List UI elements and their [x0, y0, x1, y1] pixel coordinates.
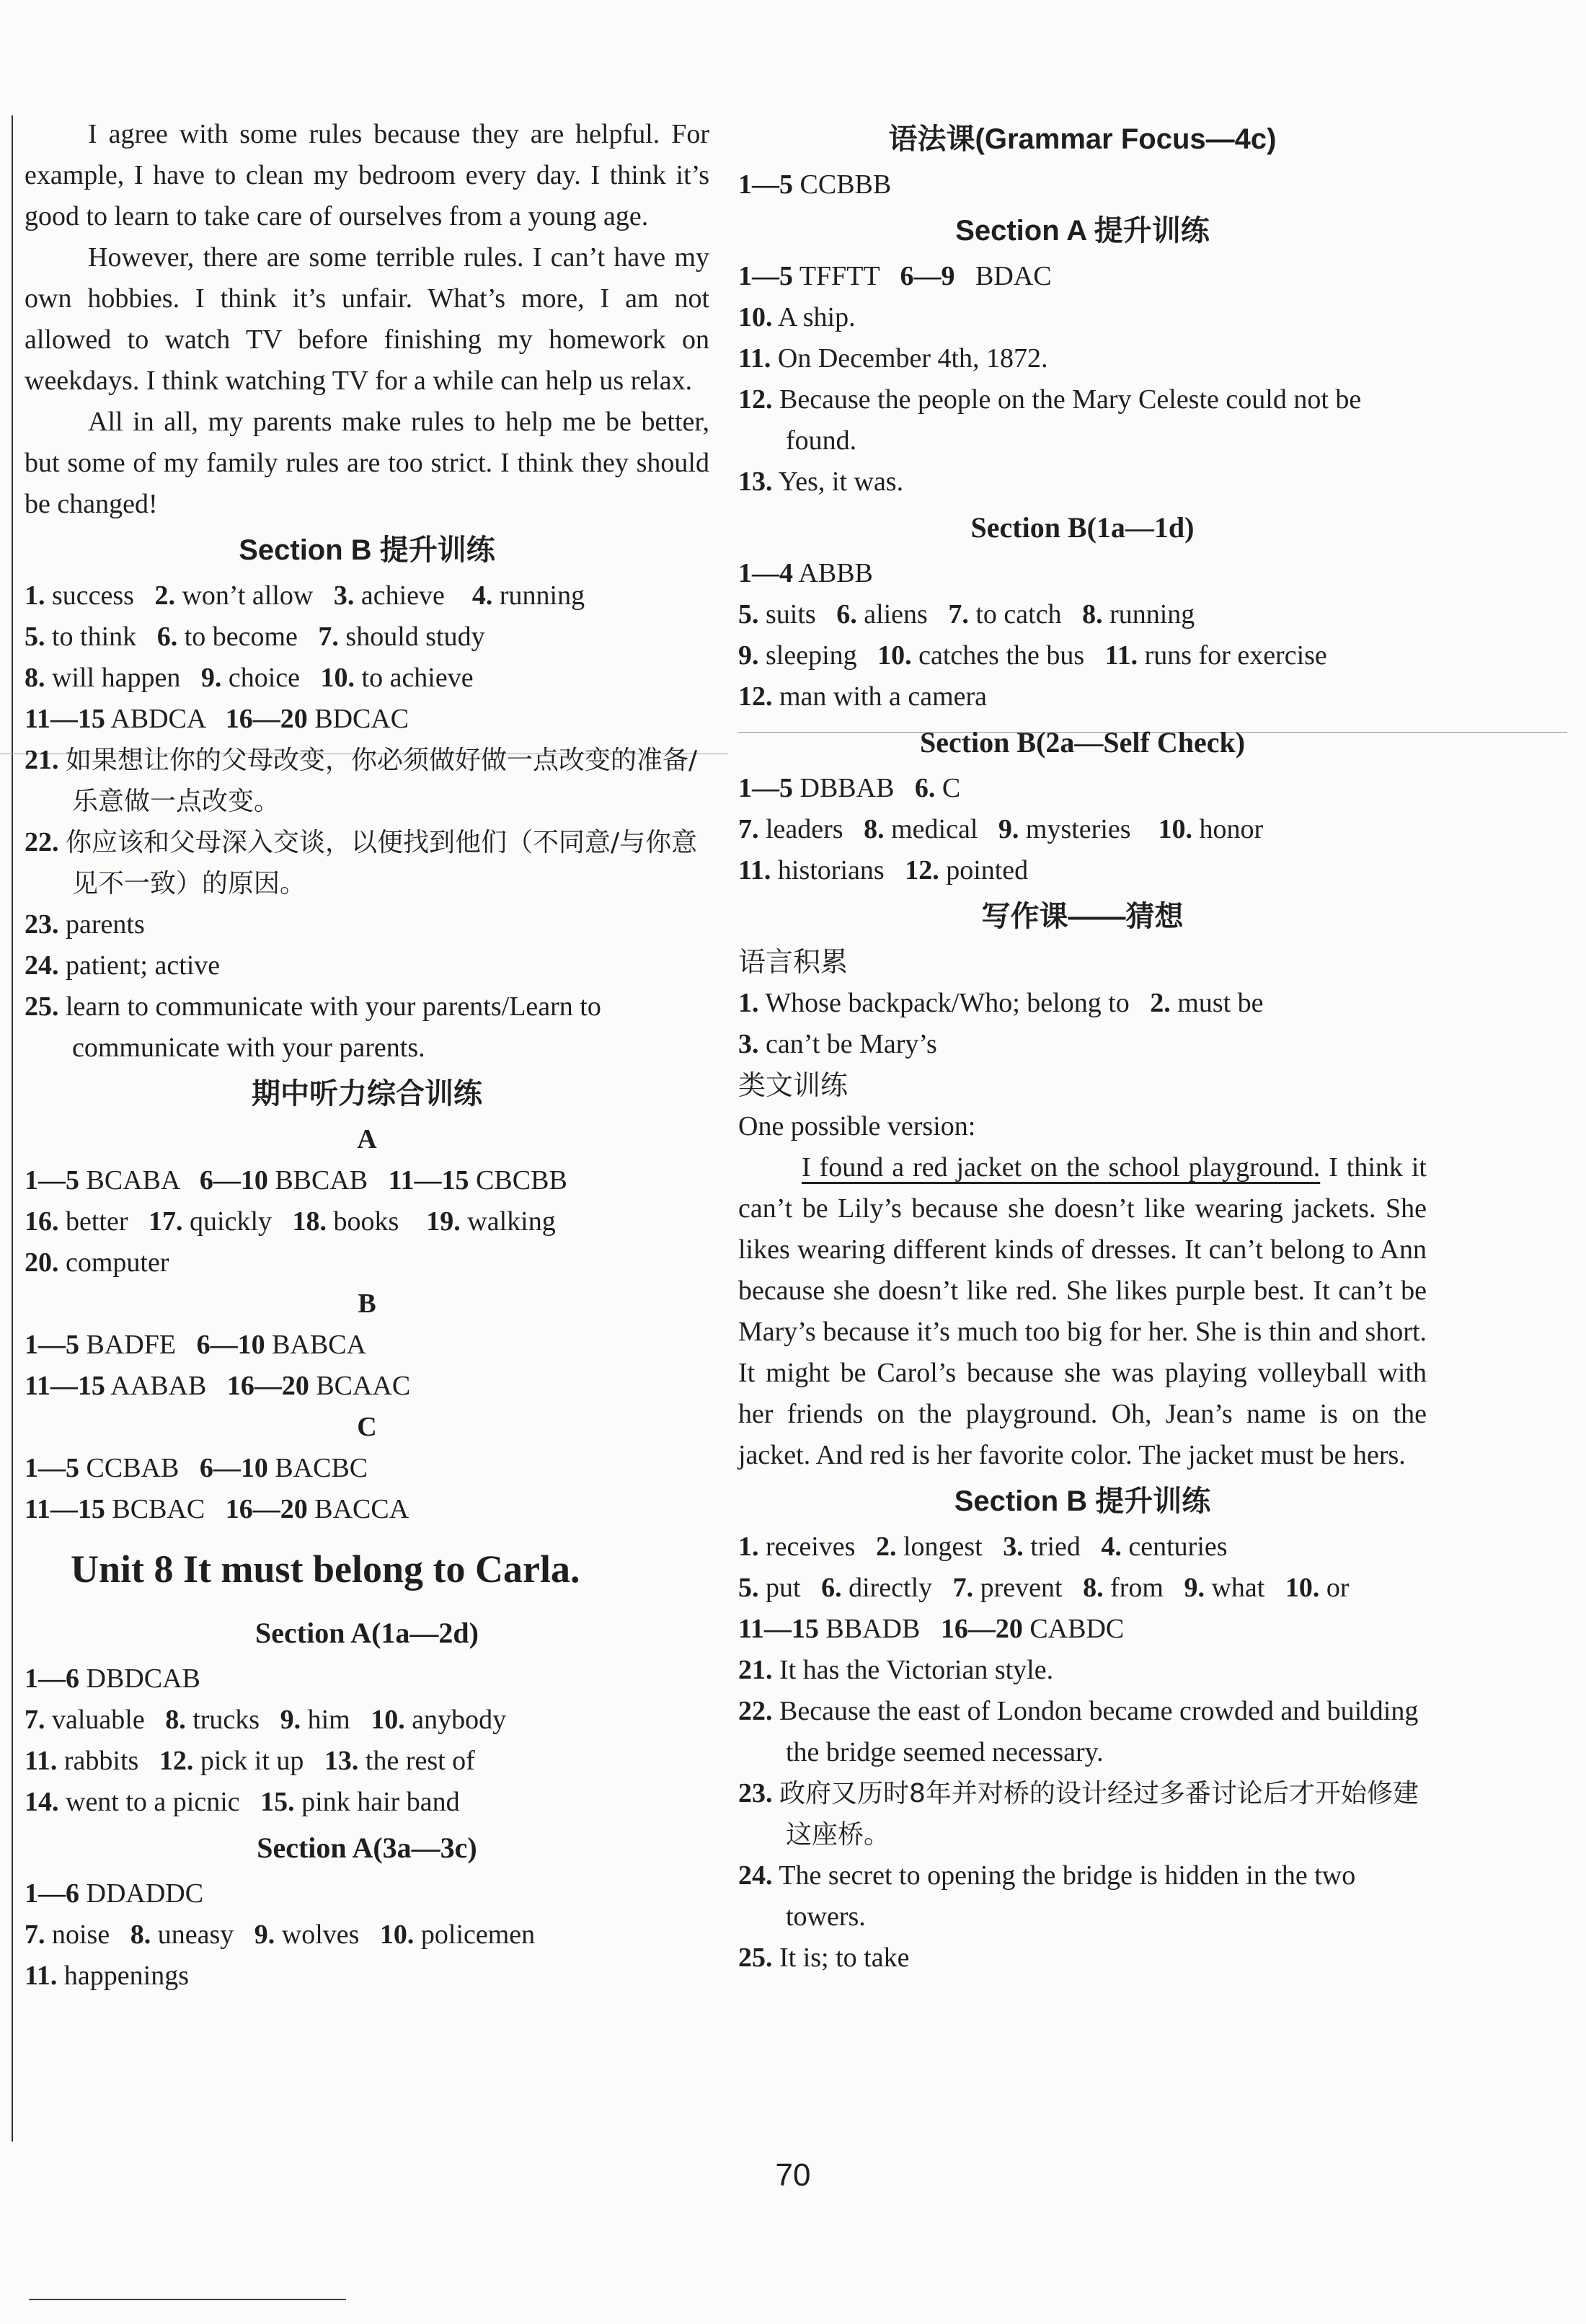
model-essay-body: I think it can’t be Lily’s because she doesn’t like wearing jackets. She likes wearing different kinds of dresses. It can’t belong to Ann because she doesn’t like red. She likes purple best. It can’t be Mary’s because it’s much too big for her. She is thin and short. It might be Carol’s because she was playing volleyball with her friends on the playground. Oh, Jean’s name is on the jacket. And red is her favorite color. The jacket must be hers. [738, 1152, 1427, 1470]
answer-text: will happen [45, 663, 201, 693]
answer-number: 16—20 [225, 1494, 308, 1524]
answer-number: 2. [875, 1532, 897, 1562]
answer-number: 7. [948, 599, 969, 629]
answer-number: 11—15 [738, 1614, 819, 1644]
answer-text: DDADDC [79, 1878, 204, 1909]
answer-text: aliens [856, 599, 949, 629]
answer-24: 24. patient; active [25, 950, 221, 981]
answer-number: 9. [998, 814, 1019, 844]
footer-rule [29, 2299, 346, 2300]
answer-24: 24. The secret to opening the bridge is hidden in the two towers. [738, 1860, 1356, 1932]
section-a-practice-title: Section A 提升训练 [955, 215, 1210, 247]
answer-text: mysteries [1019, 814, 1159, 844]
answer-number: 9. [200, 663, 222, 693]
answer-number: 8. [864, 814, 885, 844]
answer-number: 12. [159, 1746, 194, 1776]
answer-number: 16—20 [940, 1614, 1023, 1644]
answer-number: 10. [371, 1705, 405, 1735]
answer-text: or [1319, 1573, 1350, 1603]
answer-number: 7. [952, 1573, 974, 1603]
answer-text: to think [45, 622, 157, 652]
answer-number: 4. [471, 580, 493, 611]
answer-line [738, 983, 1427, 1024]
answer-line [25, 1489, 709, 1530]
left-margin-rule [12, 115, 13, 2142]
answer-text: BCABA [79, 1165, 200, 1196]
answer-number: 8. [130, 1919, 151, 1950]
answer-text: CCBAB [79, 1453, 200, 1483]
answer-line [738, 594, 1427, 635]
answer-text: running [1102, 599, 1195, 629]
answer-line [738, 164, 1427, 206]
answer-number: 11—15 [25, 704, 105, 734]
answer-text: choice [221, 663, 321, 693]
unit-8-title: Unit 8 It must belong to Carla. [71, 1547, 580, 1591]
answer-number: 17. [149, 1206, 183, 1237]
possible-version-label: One possible version: [738, 1111, 976, 1141]
answer-number: 13. [738, 467, 773, 497]
answer-line [25, 658, 709, 699]
answer-number: 6—9 [900, 261, 955, 291]
answer-number: 12. [738, 681, 773, 712]
answer-text: TFFTT [793, 261, 900, 291]
answer-number: 4. [1101, 1532, 1122, 1562]
answer-text: put [758, 1573, 822, 1603]
answer-text: BADFE [79, 1330, 197, 1360]
answer-text: historians [771, 855, 905, 885]
answer-text: BDAC [954, 261, 1052, 291]
answer-number: 9. [1184, 1573, 1205, 1603]
grammar-focus-title: 语法课(Grammar Focus—4c) [888, 123, 1277, 155]
part-b-label: B [358, 1289, 376, 1319]
answer-text: longest [896, 1532, 1004, 1562]
answer-number: 8. [25, 663, 45, 693]
answer-line [738, 1024, 1427, 1065]
answer-23: 23. parents [25, 909, 145, 940]
answer-text: went to a picnic [58, 1787, 261, 1817]
answer-number: 8. [1083, 1573, 1104, 1603]
answer-text: pick it up [193, 1746, 324, 1776]
answer-line [738, 1568, 1427, 1609]
answer-line [738, 676, 1427, 717]
answer-number: 6. [836, 599, 857, 629]
answer-number: 10. [320, 663, 355, 693]
essay-paragraph-3: All in all, my parents make rules to help me be better, but some of my family rules are too strict. I think they should be changed! [25, 407, 709, 519]
answer-text: C [935, 773, 961, 803]
answer-text: from [1103, 1573, 1184, 1603]
answer-text: CABDC [1022, 1614, 1125, 1644]
answer-number: 11. [738, 855, 771, 885]
midterm-listening-title: 期中听力综合训练 [252, 1078, 482, 1110]
answer-text: can’t be Mary’s [758, 1029, 937, 1059]
answer-number: 6. [914, 773, 936, 803]
answer-text: BACBC [267, 1453, 368, 1483]
answer-text: BCAAC [309, 1371, 411, 1401]
answer-text: policemen [414, 1919, 536, 1950]
answer-line [25, 699, 709, 740]
answer-number: 11. [738, 343, 771, 374]
answer-text: BBCAB [267, 1165, 389, 1196]
answer-25: 25. It is; to take [738, 1943, 910, 1973]
answer-text: receives [758, 1532, 876, 1562]
answer-number: 1—6 [25, 1664, 79, 1694]
answer-text: won’t allow [174, 580, 334, 611]
answer-number: 1—4 [738, 558, 793, 588]
model-essay-first-sentence: I found a red jacket on the school playground. [802, 1152, 1321, 1183]
answer-number: 10. [1285, 1573, 1320, 1603]
model-essay [738, 1147, 1427, 1476]
answer-number: 1—5 [738, 261, 793, 291]
answer-text: directly [841, 1573, 953, 1603]
answer-line [738, 635, 1427, 676]
answer-text: pointed [939, 855, 1029, 885]
answer-text: rabbits [57, 1746, 159, 1776]
answer-text: better [58, 1206, 149, 1237]
answer-12: 12. Because the people on the Mary Celeste could not be found. [738, 384, 1362, 456]
answer-line [25, 1242, 709, 1283]
answer-number: 14. [25, 1787, 59, 1817]
answer-number: 10. [877, 640, 912, 671]
answer-text: tried [1023, 1532, 1102, 1562]
answer-number: 1—6 [25, 1878, 79, 1909]
answer-number: 1—5 [738, 773, 793, 803]
answer-text: anybody [404, 1705, 507, 1735]
answer-text: ABDCA [105, 704, 226, 734]
essay-paragraph-2: However, there are some terrible rules. I can’t have my own hobbies. I think it’s unfair. What’s more, I am not allowed to watch TV before finishing my homework on weekdays. I think watching TV for a while can help us relax. [25, 242, 709, 396]
answer-number: 1—5 [738, 169, 793, 200]
answer-text: uneasy [151, 1919, 254, 1950]
answer-number: 9. [738, 640, 759, 671]
answer-number: 6—10 [199, 1165, 268, 1196]
answer-line [25, 1448, 709, 1489]
answer-number: 16—20 [225, 704, 308, 734]
answer-line [25, 1201, 709, 1242]
section-b-2a-self-check-title: Section B(2a—Self Check) [919, 726, 1246, 759]
answer-text: BACCA [307, 1494, 409, 1524]
answer-text: CBCBB [469, 1165, 567, 1196]
section-a-1a-2d-title: Section A(1a—2d) [255, 1617, 479, 1649]
answer-text: happenings [57, 1961, 189, 1991]
answer-line [25, 1658, 709, 1700]
answer-number: 3. [1003, 1532, 1024, 1562]
answer-text: him [301, 1705, 371, 1735]
answer-text: A ship. [772, 302, 856, 332]
answer-text: leaders [758, 814, 864, 844]
answer-number: 8. [165, 1705, 186, 1735]
answer-number: 10. [379, 1919, 415, 1950]
answer-number: 9. [280, 1705, 301, 1735]
answer-text: to become [177, 622, 319, 652]
essay-paragraph-1: I agree with some rules because they are helpful. For example, I have to clean my bedroom every day. I think it’s good to learn to take care of ourselves from a young age. [25, 119, 709, 231]
answer-number: 12. [905, 855, 939, 885]
answer-number: 13. [324, 1746, 359, 1776]
answer-text: wolves [275, 1919, 380, 1950]
answer-number: 20. [25, 1247, 59, 1278]
answer-number: 19. [426, 1206, 461, 1237]
answer-text: running [492, 580, 585, 611]
answer-text: BDCAC [307, 704, 409, 734]
answer-text: ABBB [793, 558, 873, 588]
answer-line [738, 553, 1427, 594]
answer-line [738, 461, 1427, 503]
answer-text: DBBAB [793, 773, 915, 803]
answer-21: 21. 如果想让你的父母改变，你必须做好做一点改变的准备/乐意做一点改变。 [25, 745, 698, 816]
answer-number: 6. [156, 622, 178, 652]
answer-number: 11. [25, 1961, 58, 1991]
answer-number: 3. [333, 580, 355, 611]
answer-text: computer [58, 1247, 169, 1278]
answer-line [25, 1366, 709, 1407]
answer-number: 16—20 [226, 1371, 309, 1401]
answer-text: On December 4th, 1872. [771, 343, 1048, 374]
answer-text: what [1204, 1573, 1285, 1603]
answer-text: BBADB [818, 1614, 941, 1644]
answer-text: runs for exercise [1138, 640, 1327, 671]
part-a-label: A [357, 1124, 377, 1154]
answer-text: Whose backpack/Who; belong to [758, 988, 1151, 1018]
answer-line [738, 768, 1427, 809]
answer-line [25, 617, 709, 658]
answer-number: 11. [1104, 640, 1138, 671]
answer-number: 16. [25, 1206, 59, 1237]
answer-number: 15. [260, 1787, 295, 1817]
answer-text: centuries [1121, 1532, 1228, 1562]
answer-text: should study [338, 622, 485, 652]
answer-number: 7. [318, 622, 339, 652]
answer-line [25, 1914, 709, 1956]
answer-number: 1—5 [25, 1165, 79, 1196]
answer-text: medical [884, 814, 998, 844]
answer-line [25, 575, 709, 617]
answer-text: man with a camera [772, 681, 988, 712]
answer-text: prevent [973, 1573, 1084, 1603]
right-column [738, 114, 1427, 1979]
answer-line [25, 1160, 709, 1201]
answer-23: 23. 政府又历时8年并对桥的设计经过多番讨论后才开始修建这座桥。 [738, 1778, 1419, 1850]
page-number: 70 [775, 2157, 811, 2193]
answer-number: 5. [738, 599, 759, 629]
answer-number: 7. [25, 1705, 45, 1735]
answer-number: 11—15 [25, 1494, 105, 1524]
part-c-label: C [357, 1412, 377, 1442]
answer-number: 1. [738, 1532, 759, 1562]
answer-number: 11—15 [388, 1165, 469, 1196]
answer-text: BCBAC [105, 1494, 226, 1524]
section-b-practice-title-2: Section B 提升训练 [954, 1485, 1211, 1517]
answer-21: 21. It has the Victorian style. [738, 1655, 1054, 1685]
answer-22: 22. Because the east of London became crowded and building the bridge seemed necessary. [738, 1696, 1419, 1767]
answer-text: valuable [45, 1705, 166, 1735]
answer-number: 6. [821, 1573, 842, 1603]
answer-number: 1. [738, 988, 759, 1018]
answer-number: 18. [292, 1206, 327, 1237]
answer-text: BABCA [265, 1330, 366, 1360]
answer-line [738, 1609, 1427, 1650]
answer-text: books [327, 1206, 427, 1237]
section-a-3a-3c-title: Section A(3a—3c) [257, 1832, 477, 1864]
similar-text-training-label: 类文训练 [738, 1069, 849, 1101]
answer-line [738, 850, 1427, 891]
answer-number: 2. [1150, 988, 1171, 1018]
answer-text: suits [758, 599, 837, 629]
answer-line [738, 256, 1427, 297]
answer-text: to achieve [355, 663, 474, 693]
answer-line [25, 1741, 709, 1782]
answer-number: 7. [25, 1919, 45, 1950]
answer-line [738, 338, 1427, 379]
answer-text: success [45, 580, 155, 611]
answer-25: 25. learn to communicate with your parents/Learn to communicate with your parents. [25, 991, 601, 1063]
answer-22: 22. 你应该和父母深入交谈，以便找到他们（不同意/与你意见不一致）的原因。 [25, 827, 698, 898]
answer-number: 7. [738, 814, 759, 844]
answer-text: pink hair band [294, 1787, 460, 1817]
answer-number: 2. [154, 580, 175, 611]
answer-text: honor [1192, 814, 1264, 844]
answer-line [738, 809, 1427, 850]
answer-text: achieve [354, 580, 472, 611]
answer-text: walking [460, 1206, 556, 1237]
answer-number: 6—10 [196, 1330, 265, 1360]
answer-text: noise [45, 1919, 130, 1950]
answer-text: CCBBB [793, 169, 892, 200]
answer-number: 8. [1082, 599, 1103, 629]
answer-text: must be [1170, 988, 1264, 1018]
answer-number: 5. [25, 622, 45, 652]
answer-number: 3. [738, 1029, 759, 1059]
language-accumulation-label: 语言积累 [738, 946, 849, 978]
answer-number: 11—15 [25, 1371, 105, 1401]
section-b-1a-1d-title: Section B(1a—1d) [970, 511, 1195, 544]
answer-number: 1. [25, 580, 45, 611]
writing-lesson-title: 写作课——猜想 [981, 901, 1184, 932]
answer-text: the rest of [358, 1746, 475, 1776]
answer-number: 1—5 [25, 1453, 79, 1483]
answer-number: 10. [738, 302, 773, 332]
answer-text: DBDCAB [79, 1664, 200, 1694]
answer-text: AABAB [105, 1371, 227, 1401]
left-column [25, 114, 709, 1997]
answer-number: 5. [738, 1573, 759, 1603]
answer-number: 9. [254, 1919, 275, 1950]
answer-number: 11. [25, 1746, 58, 1776]
answer-number: 10. [1158, 814, 1193, 844]
answer-number: 1—5 [25, 1330, 79, 1360]
answer-line [25, 1956, 709, 1997]
answer-line [738, 297, 1427, 338]
answer-text: to catch [968, 599, 1083, 629]
answer-text: trucks [185, 1705, 280, 1735]
answer-text: catches the bus [911, 640, 1105, 671]
answer-line [25, 1873, 709, 1914]
answer-number: 6—10 [199, 1453, 268, 1483]
answer-line [25, 1782, 709, 1823]
answer-line [738, 1526, 1427, 1568]
answer-text: Yes, it was. [772, 467, 904, 497]
answer-text: quickly [182, 1206, 293, 1237]
answer-text: sleeping [758, 640, 878, 671]
answer-line [25, 1700, 709, 1741]
section-b-practice-title: Section B 提升训练 [239, 534, 495, 566]
answer-line [25, 1325, 709, 1366]
